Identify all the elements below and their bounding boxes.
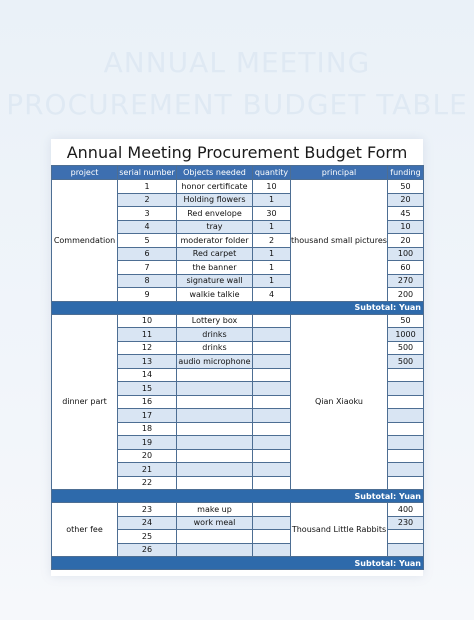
quantity-cell: 1 [253,274,291,288]
header-serial-number: serial number [118,166,177,180]
project-cell: other fee [52,503,118,557]
serial-cell: 20 [118,449,177,463]
quantity-cell: 2 [253,234,291,248]
quantity-cell [253,328,291,342]
object-cell: audio microphone [177,355,253,369]
funding-cell [388,422,424,436]
table-body [52,180,424,570]
object-cell: Lottery box [177,314,253,328]
quantity-cell [253,543,291,557]
quantity-cell [253,476,291,490]
quantity-cell [253,530,291,544]
object-cell [177,368,253,382]
banner-title-line-2: PROCUREMENT BUDGET TABLE [6,88,468,121]
serial-cell: 2 [118,193,177,207]
funding-cell [388,368,424,382]
budget-table [51,165,424,570]
quantity-cell [253,463,291,477]
serial-cell: 9 [118,288,177,302]
quantity-cell [253,449,291,463]
serial-cell: 3 [118,207,177,221]
serial-cell: 8 [118,274,177,288]
funding-cell: 1000 [388,328,424,342]
object-cell: Holding flowers [177,193,253,207]
serial-cell: 6 [118,247,177,261]
subtotal-row [52,557,424,570]
quantity-cell: 4 [253,288,291,302]
funding-cell: 500 [388,355,424,369]
quantity-cell [253,355,291,369]
quantity-cell [253,368,291,382]
serial-cell: 23 [118,503,177,517]
serial-cell: 26 [118,543,177,557]
header-funding: funding [388,166,424,180]
quantity-cell: 30 [253,207,291,221]
object-cell: Red carpet [177,247,253,261]
table-row [52,503,424,517]
object-cell [177,449,253,463]
serial-cell: 10 [118,314,177,328]
object-cell: Red envelope [177,207,253,221]
object-cell: walkie talkie [177,288,253,302]
subtotal-label: Subtotal: Yuan [52,557,424,570]
funding-cell: 200 [388,288,424,302]
serial-cell: 5 [118,234,177,248]
object-cell [177,530,253,544]
object-cell [177,409,253,423]
object-cell: the banner [177,261,253,275]
funding-cell: 60 [388,261,424,275]
funding-cell [388,463,424,477]
serial-cell: 1 [118,180,177,194]
object-cell [177,382,253,396]
quantity-cell [253,516,291,530]
table-row [52,314,424,328]
funding-cell [388,436,424,450]
funding-cell [388,409,424,423]
serial-cell: 16 [118,395,177,409]
subtotal-row [52,490,424,503]
quantity-cell [253,436,291,450]
funding-cell: 50 [388,314,424,328]
quantity-cell [253,314,291,328]
funding-cell: 400 [388,503,424,517]
serial-cell: 12 [118,341,177,355]
serial-cell: 14 [118,368,177,382]
banner-title-line-1: ANNUAL MEETING [103,46,371,79]
funding-cell [388,395,424,409]
funding-cell: 10 [388,220,424,234]
object-cell: moderator folder [177,234,253,248]
funding-cell: 50 [388,180,424,194]
serial-cell: 11 [118,328,177,342]
quantity-cell: 10 [253,180,291,194]
serial-cell: 17 [118,409,177,423]
funding-cell [388,382,424,396]
object-cell: make up [177,503,253,517]
budget-form-sheet [51,139,423,576]
object-cell: tray [177,220,253,234]
quantity-cell [253,409,291,423]
object-cell [177,395,253,409]
quantity-cell: 1 [253,261,291,275]
quantity-cell [253,503,291,517]
object-cell: drinks [177,328,253,342]
subtotal-label: Subtotal: Yuan [52,301,424,314]
funding-cell: 230 [388,516,424,530]
serial-cell: 15 [118,382,177,396]
header-quantity: quantity [253,166,291,180]
serial-cell: 19 [118,436,177,450]
quantity-cell [253,341,291,355]
object-cell: drinks [177,341,253,355]
funding-cell: 20 [388,234,424,248]
object-cell: honor certificate [177,180,253,194]
object-cell: work meal [177,516,253,530]
serial-cell: 22 [118,476,177,490]
object-cell [177,476,253,490]
table-header-row [52,166,424,180]
subtotal-row [52,301,424,314]
table-row [52,180,424,194]
quantity-cell: 1 [253,193,291,207]
object-cell: signature wall [177,274,253,288]
funding-cell: 500 [388,341,424,355]
principal-cell: Thousand Little Rabbits [291,503,388,557]
serial-cell: 18 [118,422,177,436]
principal-cell: thousand small pictures [291,180,388,302]
principal-cell: Qian Xiaoku [291,314,388,490]
funding-cell: 20 [388,193,424,207]
funding-cell [388,530,424,544]
header-project: project [52,166,118,180]
serial-cell: 4 [118,220,177,234]
serial-cell: 21 [118,463,177,477]
object-cell [177,463,253,477]
quantity-cell: 1 [253,247,291,261]
funding-cell: 100 [388,247,424,261]
header-principal: principal [291,166,388,180]
funding-cell: 270 [388,274,424,288]
funding-cell [388,543,424,557]
funding-cell: 45 [388,207,424,221]
quantity-cell [253,382,291,396]
form-title: Annual Meeting Procurement Budget Form [66,143,408,162]
header-objects-needed: Objects needed [177,166,253,180]
quantity-cell [253,422,291,436]
funding-cell [388,476,424,490]
serial-cell: 25 [118,530,177,544]
quantity-cell [253,395,291,409]
subtotal-label: Subtotal: Yuan [52,490,424,503]
object-cell [177,436,253,450]
project-cell: dinner part [52,314,118,490]
object-cell [177,543,253,557]
serial-cell: 13 [118,355,177,369]
funding-cell [388,449,424,463]
quantity-cell: 1 [253,220,291,234]
serial-cell: 7 [118,261,177,275]
serial-cell: 24 [118,516,177,530]
object-cell [177,422,253,436]
project-cell: Commendation [52,180,118,302]
